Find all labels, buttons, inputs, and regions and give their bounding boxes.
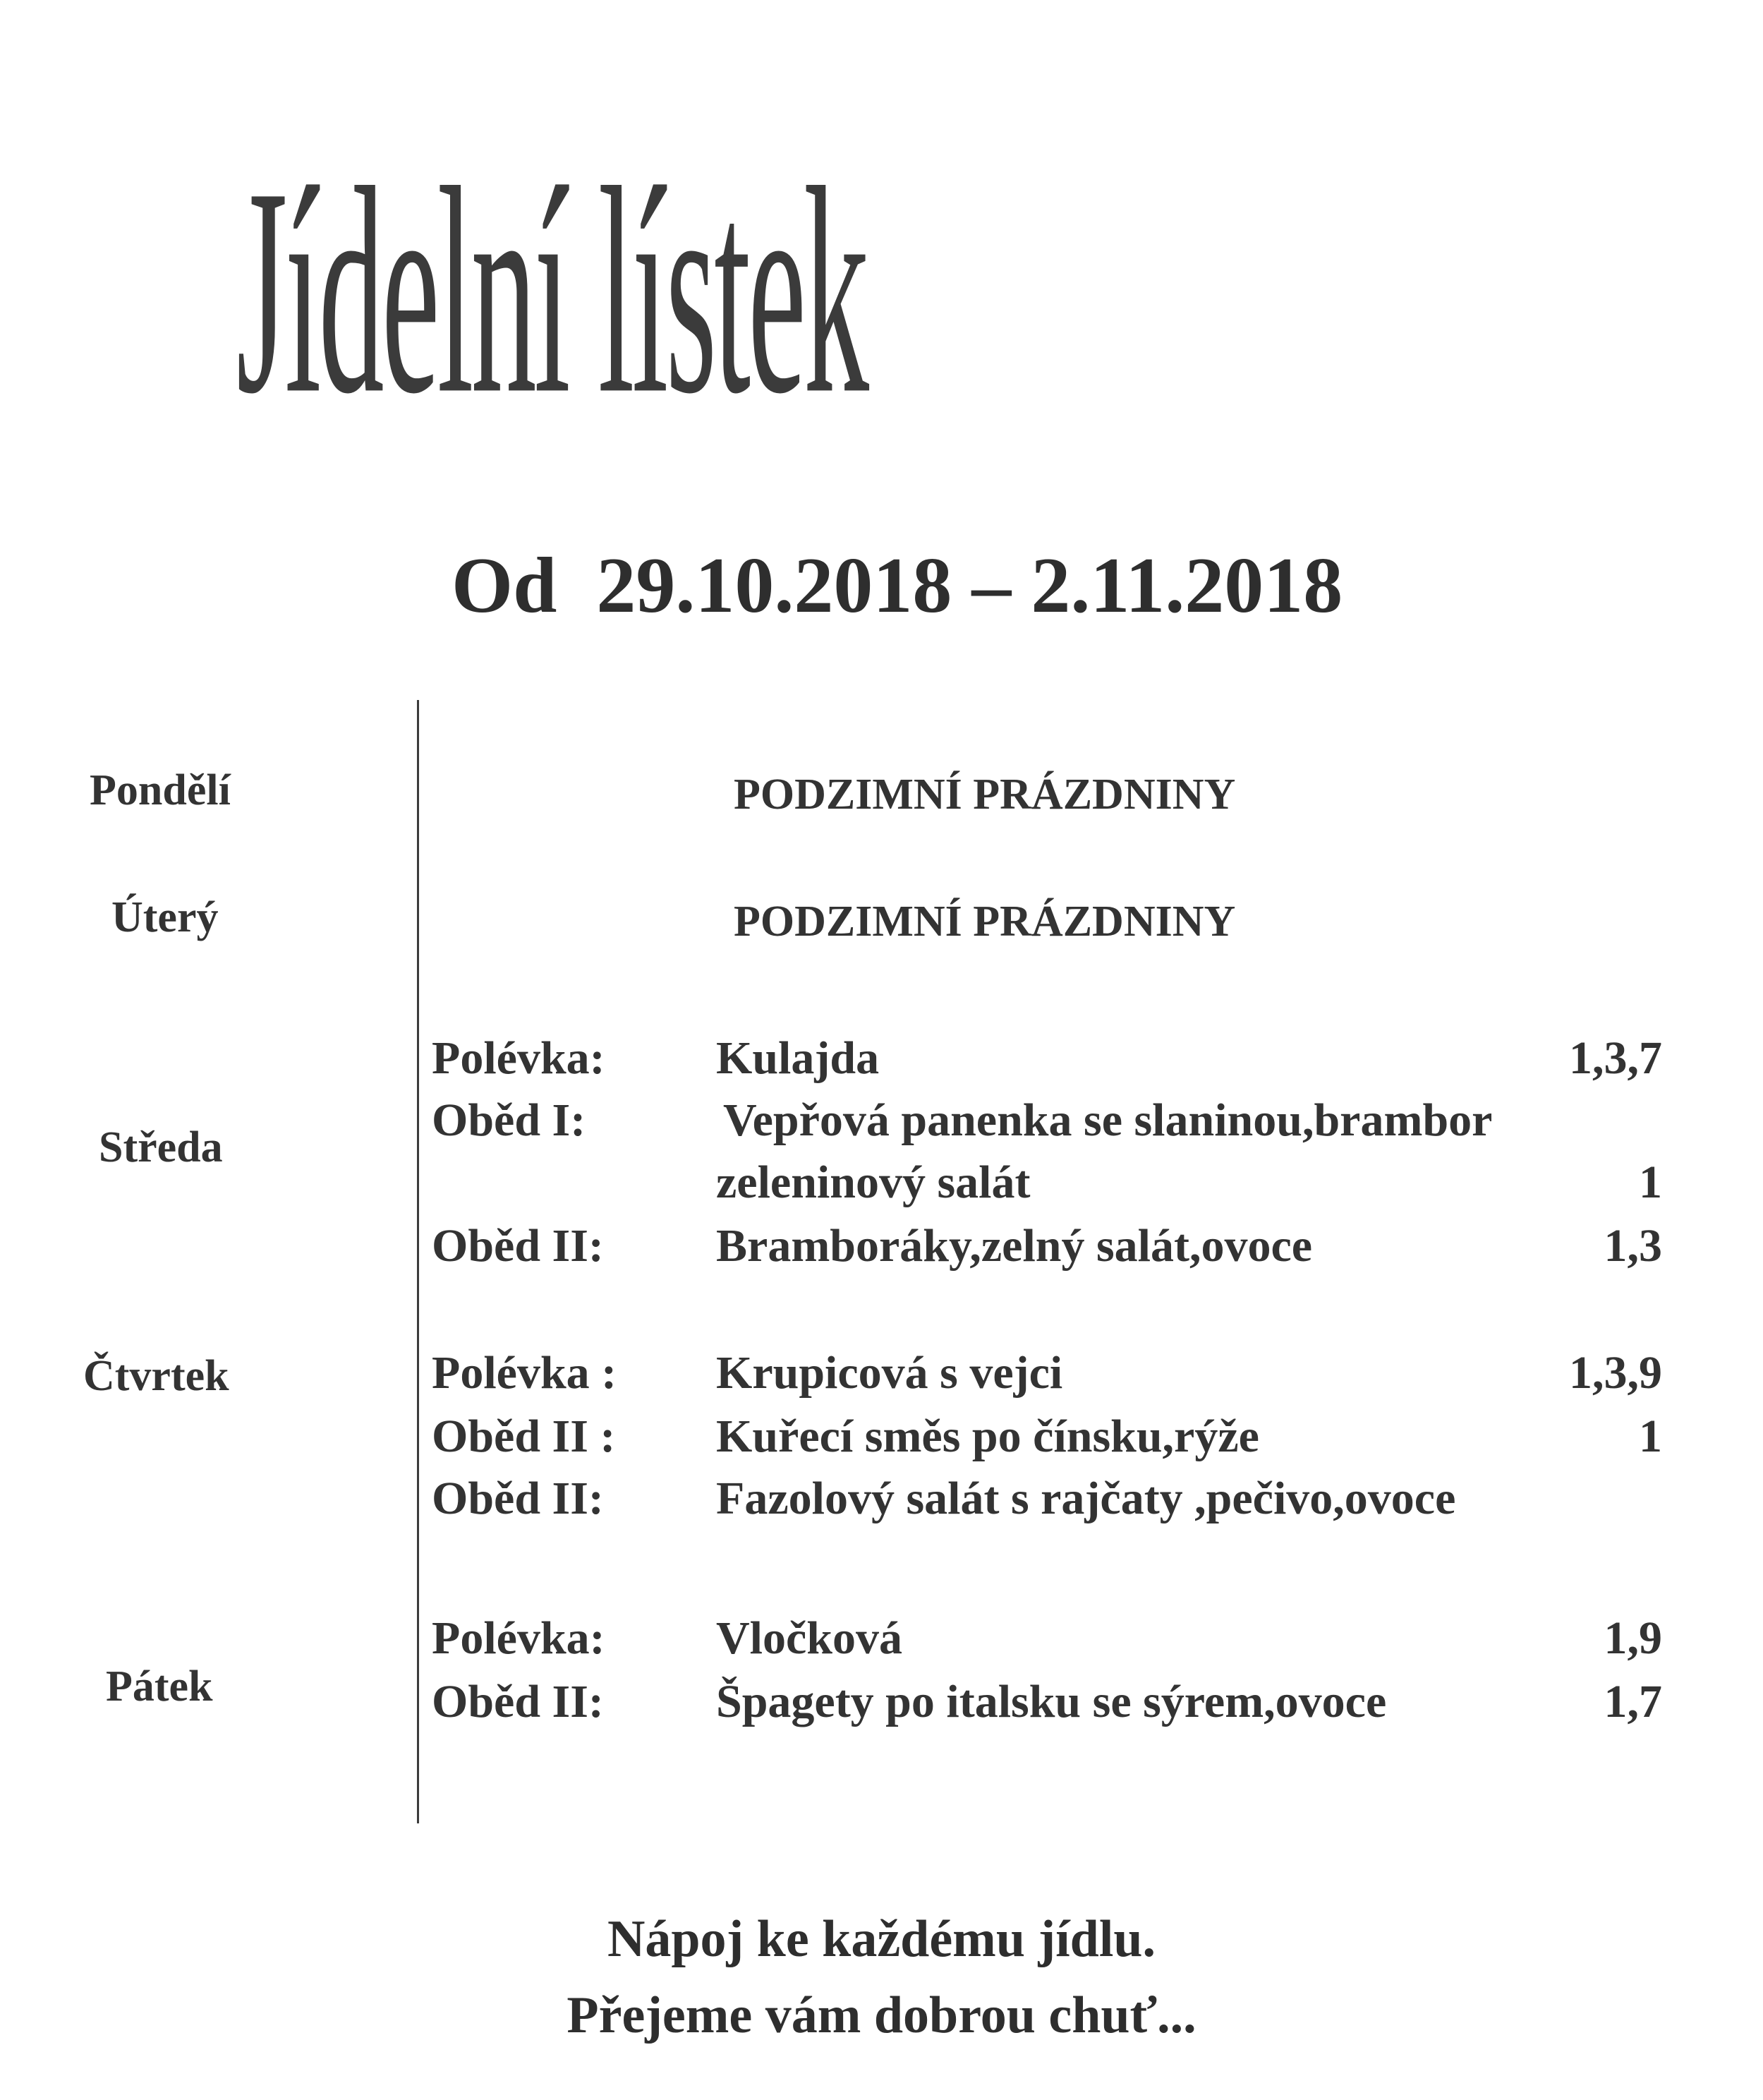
meal-dish: Krupicová s vejci [716,1347,1063,1399]
day-label-wednesday: Středa [99,1123,223,1171]
meal-dish: Vločková [716,1612,902,1664]
date-range: Od 29.10.2018 – 2.11.2018 [452,542,1343,629]
day-label-thursday: Čtvrtek [83,1352,229,1400]
meal-dish-continued: zeleninový salát [716,1157,1031,1208]
meal-label: Oběd II: [432,1676,604,1727]
meal-allergens: 1 [1639,1411,1662,1462]
meal-dish: Fazolový salát s rajčaty ,pečivo,ovoce [716,1473,1456,1524]
meal-label: Oběd II : [432,1411,616,1462]
meal-allergens: 1,3 [1604,1220,1662,1272]
meal-dish: Kulajda [716,1032,880,1084]
day-label-tuesday: Úterý [111,893,219,941]
meal-label: Polévka : [432,1347,617,1399]
column-divider [417,700,419,1823]
meal-label: Oběd II: [432,1473,604,1524]
meal-label: Oběd II: [432,1220,604,1272]
meal-dish: Kuřecí směs po čínsku,rýže [716,1411,1259,1462]
meal-allergens: 1 [1639,1157,1662,1208]
meal-label: Polévka: [432,1032,605,1084]
meal-label: Polévka: [432,1612,605,1664]
holiday-note-monday: PODZIMNÍ PRÁZDNINY [734,771,1236,819]
meal-label: Oběd I: [432,1094,586,1146]
meal-dish: Špagety po italsku se sýrem,ovoce [716,1676,1387,1727]
meal-allergens: 1,7 [1604,1676,1662,1727]
page-title: Jídelní lístek [236,126,867,455]
day-label-friday: Pátek [106,1662,213,1710]
meal-allergens: 1,3,9 [1569,1347,1662,1399]
day-label-monday: Pondělí [90,766,231,814]
meal-allergens: 1,3,7 [1569,1032,1662,1084]
meal-dish: Vepřová panenka se slaninou,brambor [723,1094,1493,1146]
footer-greeting: Přejeme vám dobrou chuť... [567,1986,1196,2044]
meal-allergens: 1,9 [1604,1612,1662,1664]
meal-dish: Bramboráky,zelný salát,ovoce [716,1220,1313,1272]
footer-drink-note: Nápoj ke každému jídlu. [607,1910,1156,1968]
holiday-note-tuesday: PODZIMNÍ PRÁZDNINY [734,898,1236,946]
